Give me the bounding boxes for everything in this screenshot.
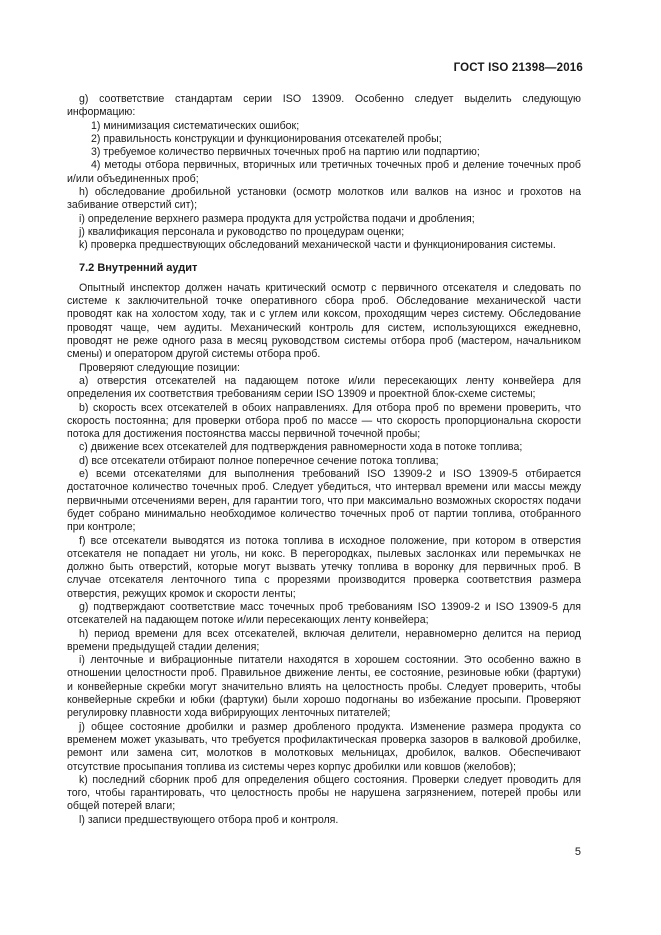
page-number: 5: [574, 846, 581, 858]
sublist-item-4: 4) методы отбора первичных, вторичных или третичных точечных проб и деление точечных проб и/или объединенных проб;: [67, 159, 581, 185]
check-item-a: a) отверстия отсекателей на падающем потоке и/или пересекающих ленту конвейера для определения их соответствия требованиям серии ISO 13909 и проектной блок-схеме системы;: [67, 374, 581, 401]
check-intro: Проверяют следующие позиции:: [79, 361, 240, 374]
list-item-h: h) обследование дробильной установки (осмотр молотков или валков на износ и грохотов на забивание отверстий сит);: [67, 186, 581, 212]
check-item-b: b) скорость всех отсекателей в обоих направлениях. Для отбора проб по времени проверить, что скорость постоянна; для проверки отбора проб по массе — что скорость пропорциональна скорости потока для достижения постоянства массы первичной точечной пробы;: [67, 401, 581, 441]
check-item-f: f) все отсекатели выводятся из потока топлива в исходное положение, при котором в отверстия отсекателя не попадает ни уголь, ни кокс. В перегородках, пылевых заслонках или перемычках не должно быть отверстий, которые могут вызвать утечку топлива в воронку для первичных проб. В случае отсекателя ленточного типа с прорезями производится проверка соответствия размера отверстия, режущих кромок и скорости ленты;: [67, 534, 581, 600]
check-item-c: c) движение всех отсекателей для подтверждения равномерности хода в потоке топлива;: [79, 441, 523, 454]
sublist-item-1: 1) минимизация систематических ошибок;: [91, 119, 300, 132]
check-item-j: j) общее состояние дробилки и размер дробленого продукта. Изменение размера продукта со временем может указывать, что требуется профилактическая проверка зазоров в валковой дробилке, ремонт или замена сит, молотков в молотковых мельницах, дробилок, валков. Обеспечивают отсутствие просыпания топлива из системы через корпус дробилки или ковшов (желобов);: [67, 720, 581, 773]
check-item-e: e) всеми отсекателями для выполнения требований ISO 13909-2 и ISO 13909-5 отбирается достаточное количество точечных проб. Следует убедиться, что интервал времени или массы между первичными отсечениями верен, для гарантии того, что при максимально возможных скоростях подачи будет собрано минимально необходимое количество точечных проб от партии топлива, отобранного при контроле;: [67, 468, 581, 534]
intro-paragraph: Опытный инспектор должен начать критический осмотр с первичного отсекателя и следовать по системе к заключительной точке оперативного сбора проб. Обследование механической части проводят как на холостом ходу, так и с углем или коксом, проходящим через систему. Обследование проводят чаще, чем аудиты. Механический контроль для систем, использующихся ежедневно, проводят не реже одного раза в месяц руководством системы отбора проб (мастером, начальником смены) и оператором другой системы отбора проб.: [67, 281, 581, 361]
list-item-j: j) квалификация персонала и руководство по процедурам оценки;: [79, 225, 405, 238]
check-item-d: d) все отсекатели отбирают полное поперечное сечение потока топлива;: [79, 454, 439, 467]
section-heading: 7.2 Внутренний аудит: [79, 261, 198, 274]
list-item-i: i) определение верхнего размера продукта для устройства подачи и дробления;: [79, 212, 475, 225]
check-item-i: i) ленточные и вибрационные питатели находятся в хорошем состоянии. Это особенно важно в отношении целостности проб. Правильное движение ленты, ее состояние, резиновые юбки (фартуки) и конвейерные скребки могут значительно влиять на целостность пробы. Следует проверить, чтобы конвейерные скребки и юбки (фартуки) были хорошо подогнаны во избежание просыпи. Проверяют регулировку плавности хода вибрирующих ленточных питателей;: [67, 654, 581, 720]
page-body: [67, 93, 581, 827]
sublist-item-2: 2) правильность конструкции и функционирования отсекателей пробы;: [91, 132, 442, 145]
check-item-l: l) записи предшествующего отбора проб и контроля.: [79, 813, 339, 826]
check-item-h: h) период времени для всех отсекателей, включая делители, неравномерно делится на период времени предыдущей стадии деления;: [67, 627, 581, 653]
check-item-g: g) подтверждают соответствие масс точечных проб требованиям ISO 13909-2 и ISO 13909-5 для отсекателей на падающем потоке и/или пересекающих ленту конвейера;: [67, 600, 581, 627]
list-item-g: g) соответствие стандартам серии ISO 13909. Особенно следует выделить следующую информацию:: [67, 93, 581, 119]
document-header: ГОСТ ISO 21398—2016: [453, 62, 583, 74]
check-item-k: k) последний сборник проб для определения общего состояния. Проверки следует проводить для того, чтобы гарантировать, что целостность пробы не нарушена загрязнением, потерей пробы или общей потерей влаги;: [67, 773, 581, 813]
list-item-k: k) проверка предшествующих обследований механической части и функционирования системы.: [79, 239, 556, 252]
sublist-item-3: 3) требуемое количество первичных точечных проб на партию или подпартию;: [91, 146, 480, 159]
